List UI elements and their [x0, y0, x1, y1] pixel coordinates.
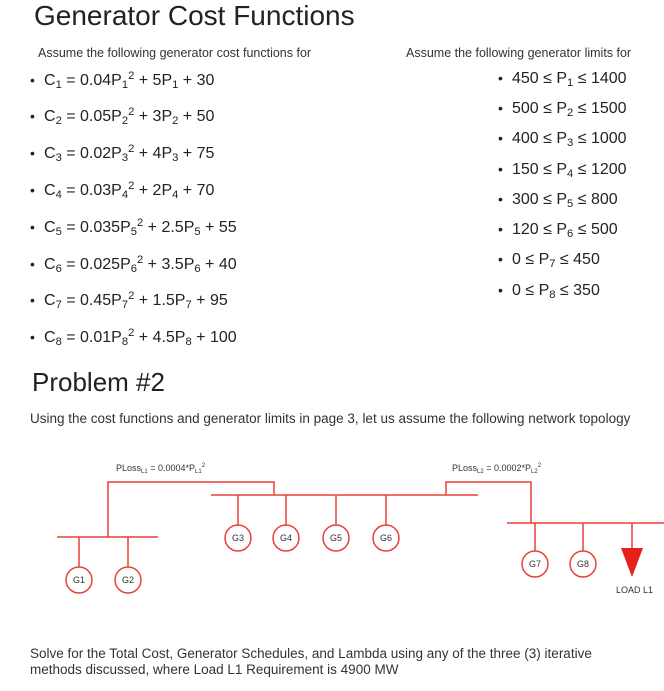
g2-label: G2: [121, 575, 135, 585]
limit-item: • $150 \le P_4 \le 1200$: [498, 161, 627, 180]
limit-item: • $500 \le P_2 \le 1500$: [498, 100, 627, 119]
limit-item: • $400 \le P_3 \le 1000$: [498, 130, 627, 149]
ploss-l2-label: PLoss$_{L2}$ = $0.0002*P_{L2}^2$: [452, 463, 542, 475]
g3-label: G3: [231, 533, 245, 543]
limits-intro: Assume the following generator limits for: [406, 46, 632, 60]
bullet-icon: •: [30, 219, 35, 235]
cost-function-item: • $C_1 = 0.04P_1^2 + 5P_1 + 30$: [30, 69, 215, 91]
g4-label: G4: [279, 533, 293, 543]
cost-function-item: • $C_3 = 0.02P_3^2 + 4P_3 + 75$: [30, 142, 215, 164]
g7-label: G7: [528, 559, 542, 569]
bullet-icon: •: [498, 161, 503, 177]
bullet-icon: •: [498, 191, 503, 207]
limit-item: • $300 \le P_5 \le 800$: [498, 191, 618, 210]
line-l2: [446, 482, 531, 523]
bullet-icon: •: [30, 256, 35, 272]
ploss-l1-label: PLoss$_{L1}$ = $0.0004*P_{L1}^2$: [116, 463, 206, 475]
limit-item: • $450 \le P_1 \le 1400$: [498, 70, 627, 89]
g8-label: G8: [576, 559, 590, 569]
problem-text: Using the cost functions and generator limits in page 3, let us assume the following network topology: [30, 411, 631, 426]
bullet-icon: •: [498, 251, 503, 267]
bullet-icon: •: [30, 108, 35, 124]
bullet-icon: •: [498, 130, 503, 146]
network-diagram: [0, 455, 664, 605]
bullet-icon: •: [498, 282, 503, 298]
bullet-icon: •: [498, 221, 503, 237]
load-arrow-icon: [621, 548, 643, 577]
bullet-icon: •: [498, 100, 503, 116]
g1-label: G1: [72, 575, 86, 585]
limit-item: • $0 \le P_7 \le 450$: [498, 251, 600, 270]
bullet-icon: •: [30, 292, 35, 308]
cost-function-item: • $C_4 = 0.03P_4^2 + 2P_4 + 70$: [30, 179, 215, 201]
cost-intro: Assume the following generator cost functions for: [38, 46, 312, 60]
problem-title: Problem #2: [32, 367, 165, 397]
load-label: LOAD L1: [616, 585, 654, 595]
cost-function-item: • $C_7 = 0.45P_7^2 + 1.5P_7 + 95$: [30, 289, 228, 311]
bullet-icon: •: [30, 182, 35, 198]
solve-instructions: Solve for the Total Cost, Generator Schedules, and Lambda using any of the three (3) iterative methods discussed, where Load L1 Requirement is 4900 MW: [30, 646, 592, 677]
line-l1: [108, 482, 274, 537]
bullet-icon: •: [30, 329, 35, 345]
g6-label: G6: [379, 533, 393, 543]
limit-item: • $0 \le P_8 \le 350$: [498, 282, 600, 301]
cost-function-item: • $C_8 = 0.01P_8^2 + 4.5P_8 + 100$: [30, 326, 237, 348]
g5-label: G5: [329, 533, 343, 543]
bullet-icon: •: [498, 70, 503, 86]
page-title: Generator Cost Functions: [34, 0, 355, 31]
bullet-icon: •: [30, 72, 35, 88]
bullet-icon: •: [30, 145, 35, 161]
cost-function-item: • $C_5 = 0.035P_5^2 + 2.5P_5 + 55$: [30, 216, 237, 238]
cost-function-item: • $C_6 = 0.025P_6^2 + 3.5P_6 + 40$: [30, 253, 237, 275]
limit-item: • $120 \le P_6 \le 500$: [498, 221, 618, 240]
cost-function-item: • $C_2 = 0.05P_2^2 + 3P_2 + 50$: [30, 105, 215, 127]
